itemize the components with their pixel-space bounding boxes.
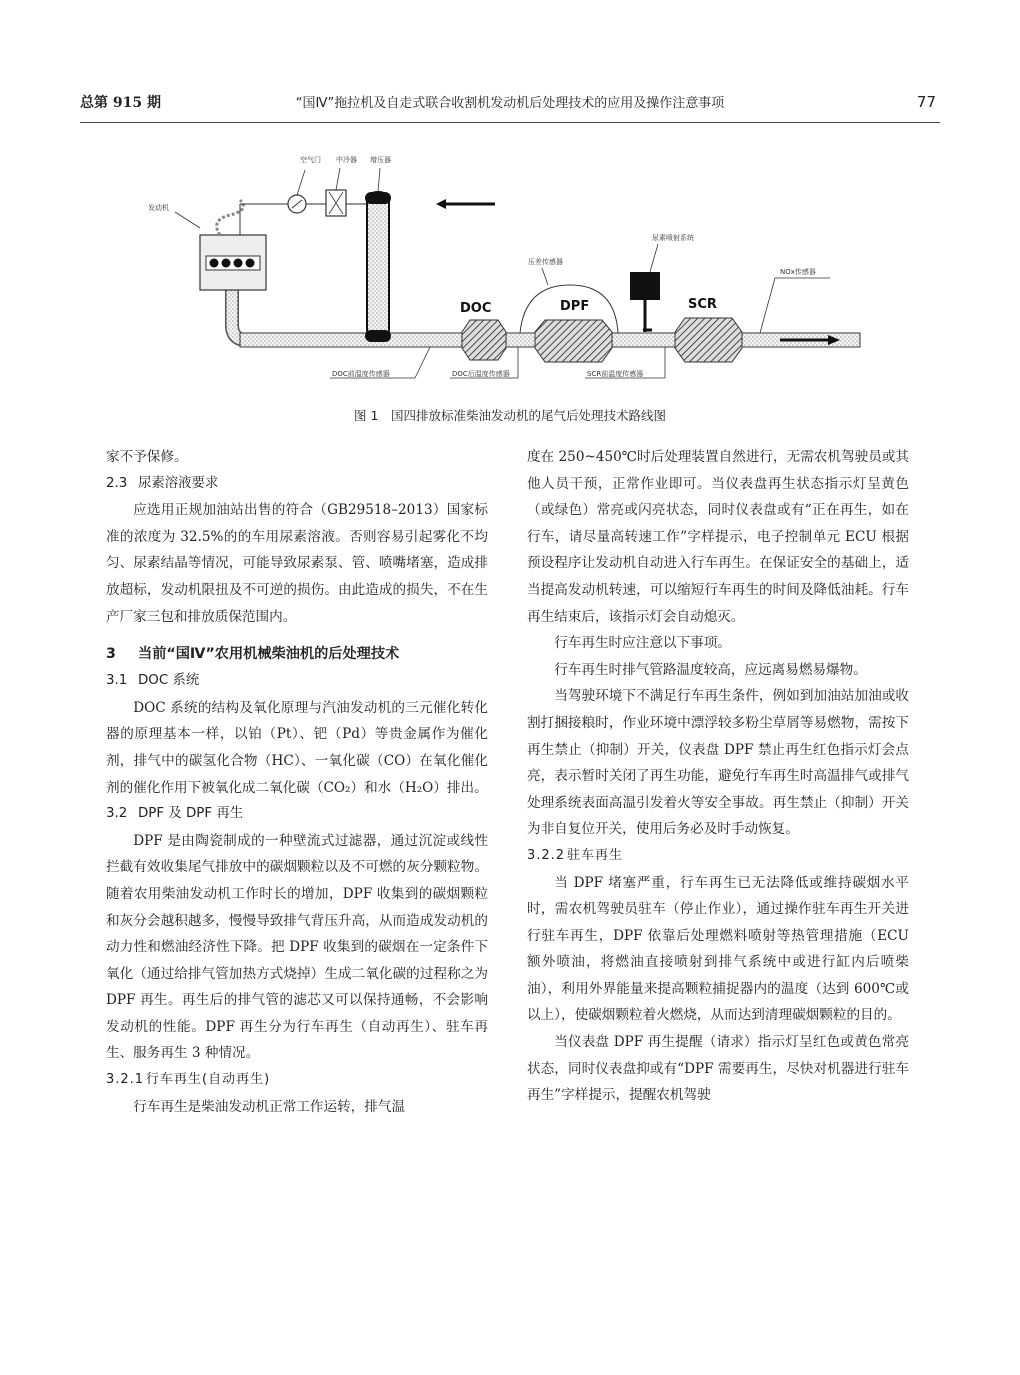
section-heading <box>106 801 488 828</box>
left-column <box>106 444 488 1120</box>
turbocharger <box>367 192 389 340</box>
section-number: 2.3 <box>106 475 128 491</box>
label-air: 空气门 <box>300 156 321 164</box>
issue-number: 总第 915 期 <box>80 95 161 111</box>
figure-caption: 图 1 国四排放标准柴油发动机的尾气后处理技术路线图 <box>354 408 666 423</box>
section-heading <box>106 668 488 695</box>
label-urea: 尿素喷射系统 <box>652 234 694 242</box>
paragraph: 行车再生时排气管路温度较高，应远离易燃易爆物。 <box>554 661 867 678</box>
label-doc: DOC <box>460 301 492 316</box>
scr-canister <box>675 318 742 362</box>
section-title: DPF 及 DPF 再生 <box>138 806 244 822</box>
section-heading <box>527 843 909 870</box>
urea-injection-unit <box>630 272 660 300</box>
label-scr-front: SCR前温度传感器 <box>587 370 644 378</box>
section-number: 3.2.2 <box>527 847 566 863</box>
paragraph: DPF 是由陶瓷制成的一种壁流式过滤器，通过沉淀或线性拦截有效收集尾气排放中的碳烟颗粒以及不可燃的灰分颗粒物。随着农用柴油发动机工作时长的增加，DPF 收集到的碳烟颗粒和灰分会越积越多，慢慢导致排气背压升高，从而造成发动机的动力性和燃油经济性下降。把 DPF 收集到的碳烟在一定条件下氧化（通过给排气管加热方式烧掉）生成二氧化碳的过程称之为 DPF 再生。再生后的排气管的滤芯又可以保持通畅，不会影响发动机的性能。DPF 再生分为行车再生（自动再生）、驻车再生、服务再生 3 种情况。 <box>106 832 488 1062</box>
dpf-canister <box>535 320 612 362</box>
section-title: 尿素溶液要求 <box>138 475 219 491</box>
section-title: 驻车再生 <box>567 847 624 863</box>
section-heading <box>106 471 488 498</box>
section-title: DOC 系统 <box>138 673 200 689</box>
paragraph: 当驾驶环境下不满足行车再生条件，例如到加油站加油或收割打捆接粮时，作业环境中漂浮较多粉尘草屑等易燃物，需按下再生禁止（抑制）开关，仪表盘 DPF 禁止再生红色指示灯会点亮，表示暂时关闭了再生功能，避免行车再生时高温排气或排气处理系统表面高温引发着火等安全事故。再生禁止（抑制）开关为非自复位开关，使用后务必及时手动恢复。 <box>527 688 909 838</box>
label-dpf: DPF <box>560 299 590 314</box>
section-title: 行车再生(自动再生) <box>146 1072 271 1088</box>
right-column <box>527 444 909 1109</box>
running-title: “国Ⅳ”拖拉机及自走式联合收割机发动机后处理技术的应用及操作注意事项 <box>295 96 725 111</box>
doc-canister <box>462 320 506 360</box>
aftertreatment-diagram <box>140 140 870 390</box>
paragraph: 行车再生是柴油发动机正常工作运转，排气温 <box>133 1098 406 1115</box>
paragraph: 行车再生时应注意以下事项。 <box>554 635 731 652</box>
label-dpf-sensor: 压差传感器 <box>528 258 563 266</box>
paragraph: 家不予保修。 <box>106 449 188 465</box>
label-nox: NOx传感器 <box>780 268 816 276</box>
paragraph: 应选用正规加油站出售的符合（GB29518–2013）国家标准的浓度为 32.5%的的车用尿素溶液。否则容易引起雾化不均匀、尿素结晶等情况，可能导致尿素泵、管、喷嘴堵塞，造成排放超标，发动机限扭及不可逆的损伤。由此造成的损失，不在生产厂家三包和排放质保范围内。 <box>106 502 488 625</box>
section-number: 3 <box>106 646 116 663</box>
label-doc-rear: DOC后温度传感器 <box>452 370 510 378</box>
section-number: 3.2 <box>106 806 128 822</box>
header-rule <box>80 122 940 123</box>
section-number: 3.2.1 <box>106 1072 145 1088</box>
label-scr: SCR <box>688 297 717 312</box>
label-doc-front: DOC前温度传感器 <box>332 370 390 378</box>
section-heading <box>106 1067 488 1094</box>
section-heading <box>106 640 488 668</box>
label-engine: 发动机 <box>148 204 169 212</box>
section-number: 3.1 <box>106 673 128 689</box>
page-number: 77 <box>916 93 936 111</box>
label-turbo: 增压器 <box>370 156 391 164</box>
paragraph: 度在 250~450℃时后处理装置自然进行，无需农机驾驶员或其他人员干预，正常作业即可。当仪表盘再生状态指示灯呈黄色（或绿色）常亮或闪亮状态，同时仪表盘或有“正在再生，如在行车，请尽量高转速工作”字样提示，电子控制单元 ECU 根据预设程序让发动机自动进入行车再生。在保证安全的基础上，适当提高发动机转速，可以缩短行车再生的时间及降低油耗。行车再生结束后，该指示灯会自动熄灭。 <box>527 449 909 625</box>
section-title: 当前“国Ⅳ”农用机械柴油机的后处理技术 <box>138 646 400 663</box>
paragraph: DOC 系统的结构及氧化原理与汽油发动机的三元催化转化器的原理基本一样，以铂（Pt）、钯（Pd）等贵金属作为催化剂，排气中的碳氢化合物（HC）、一氧化碳（CO）在氧化催化剂的催化作用下被氧化成二氧化碳（CO₂）和水（H₂O）排出。 <box>106 699 488 796</box>
label-intercooler: 中冷器 <box>336 156 357 164</box>
paragraph: 当 DPF 堵塞严重，行车再生已无法降低或维持碳烟水平时，需农机驾驶员驻车（停止作业），通过操作驻车再生开关进行驻车再生，DPF 依靠后处理燃料喷射等热管理措施（ECU 额外喷油，将燃油直接喷射到排气系统中或进行缸内后喷柴油），利用外界能量来提高颗粒捕捉器内的温度（达到 600℃或以上），使碳烟颗粒着火燃烧，从而达到清理碳烟颗粒的目的。 <box>527 874 909 1024</box>
paragraph: 当仪表盘 DPF 再生提醒（请求）指示灯呈红色或黄色常亮状态，同时仪表盘抑或有“DPF 需要再生，尽快对机器进行驻车再生”字样提示，提醒农机驾驶 <box>527 1034 909 1104</box>
